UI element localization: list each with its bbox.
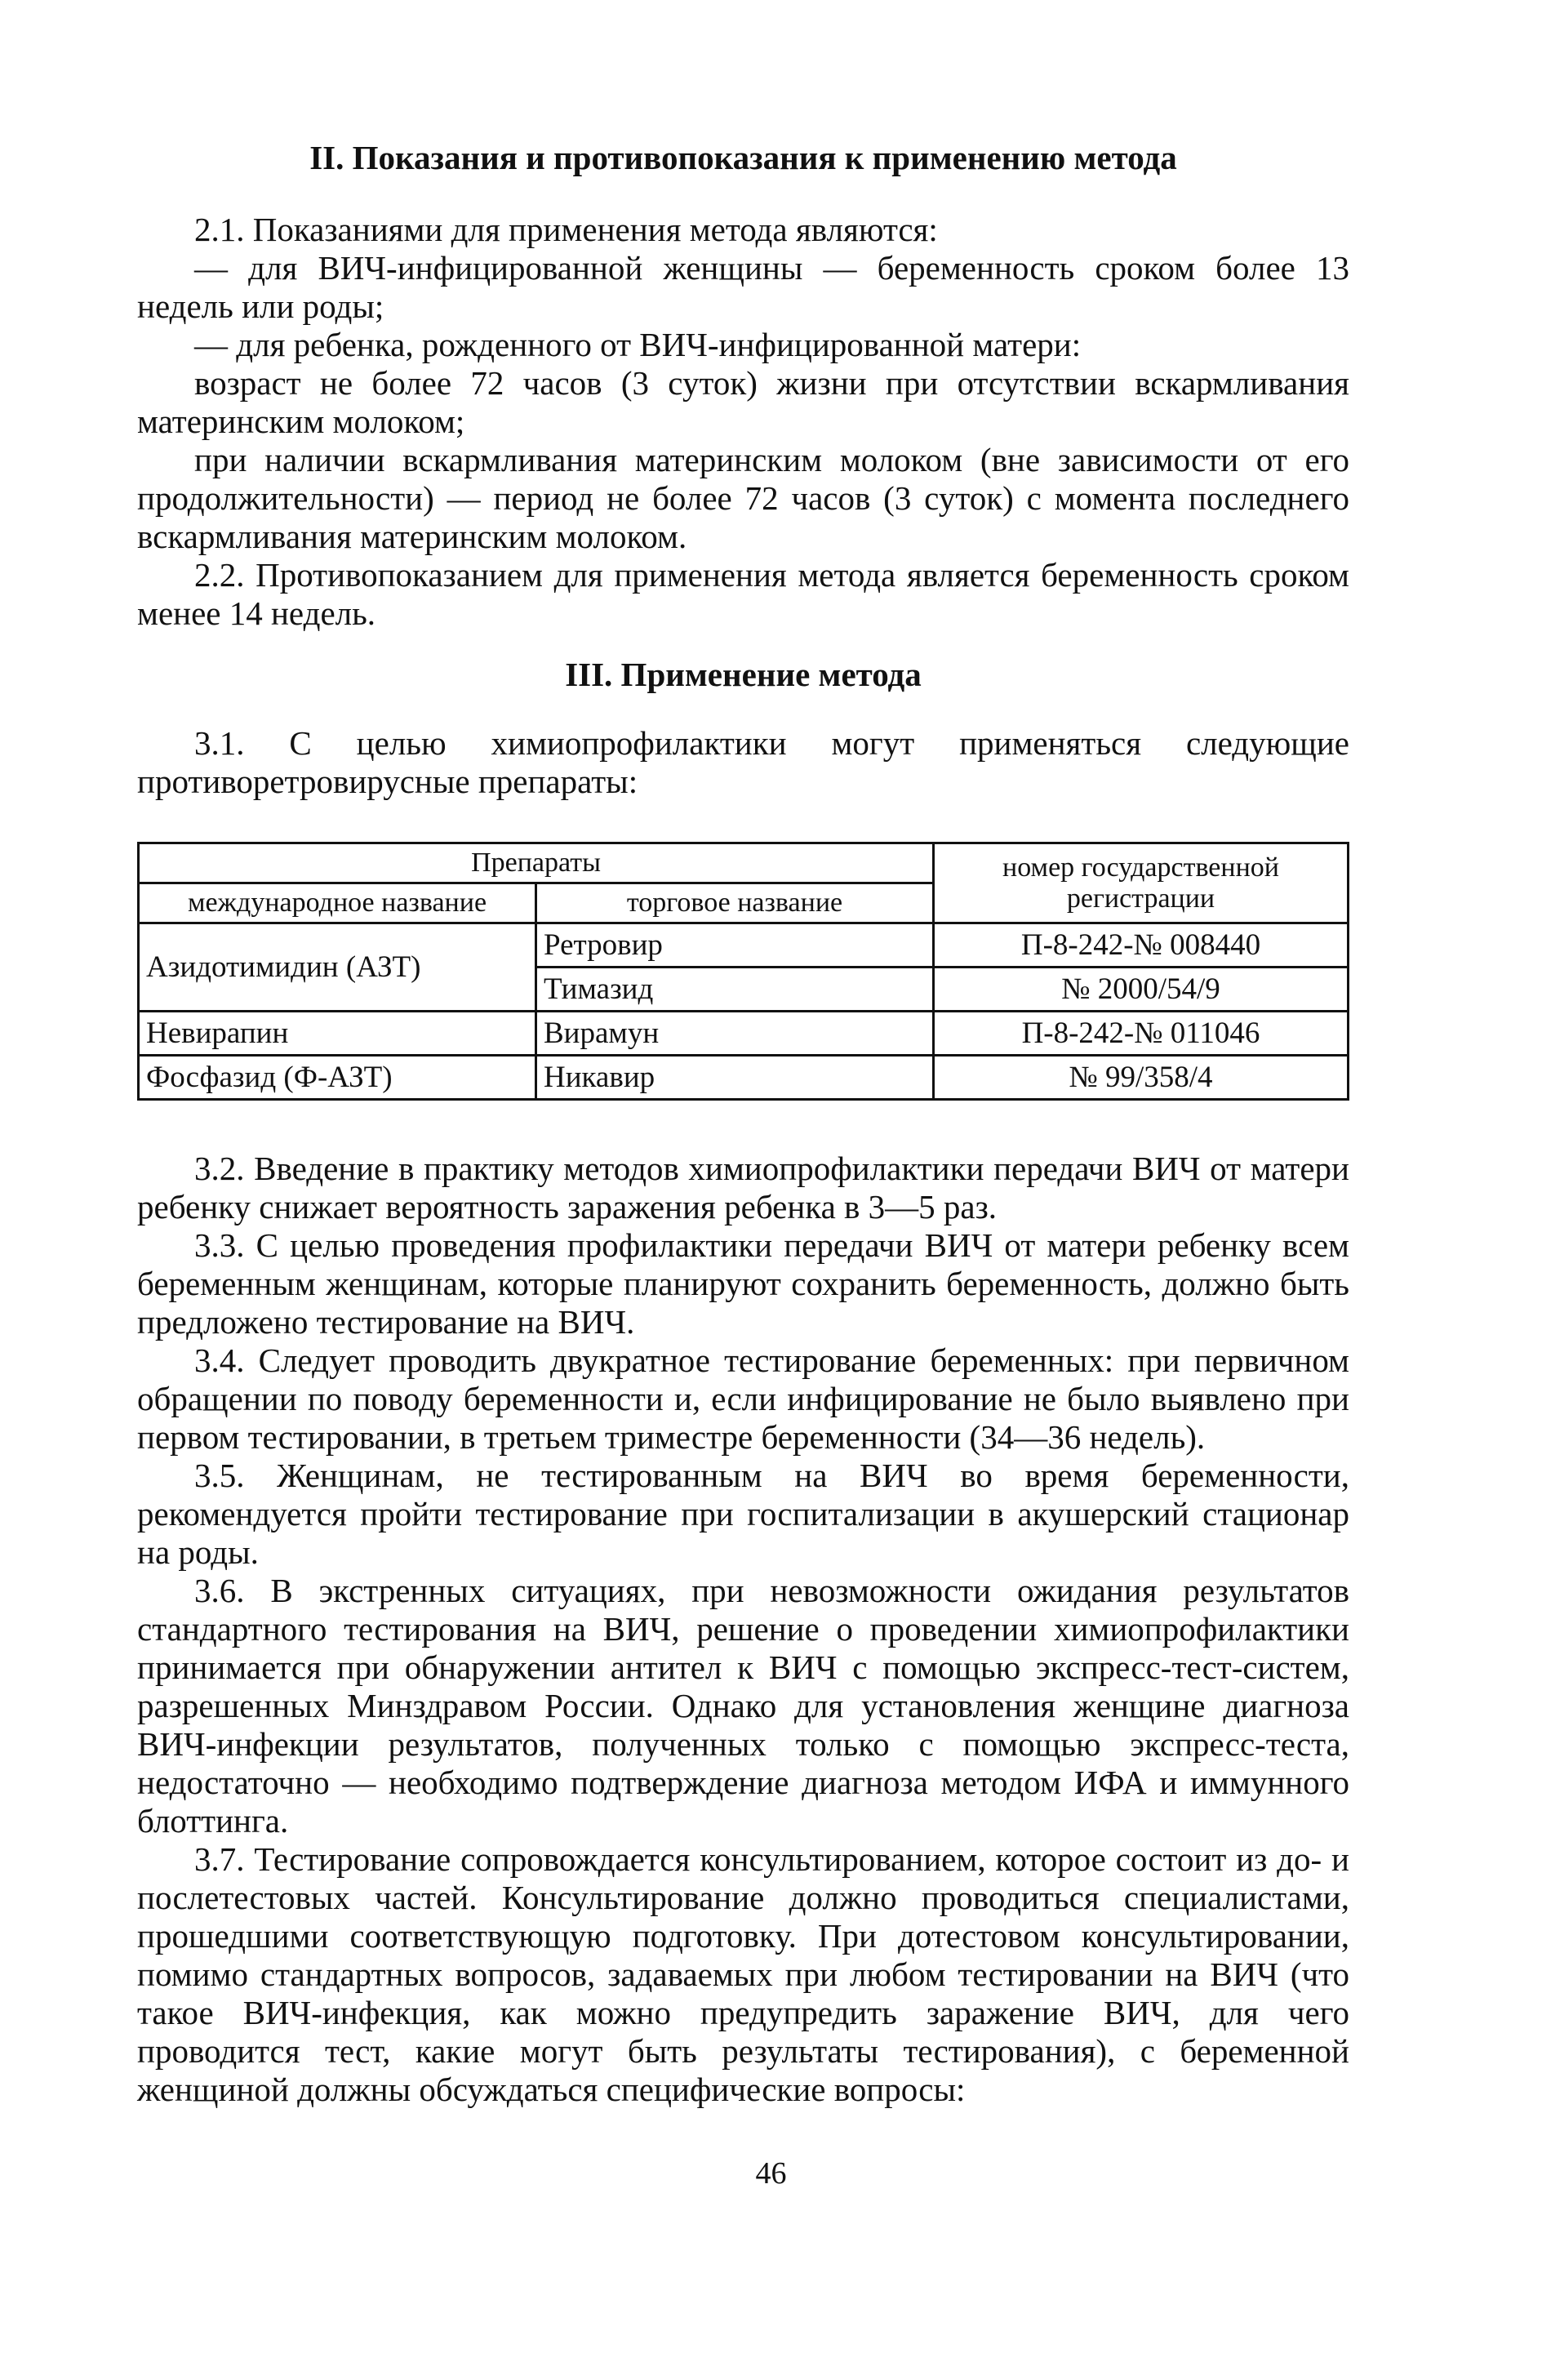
drugs-table	[137, 842, 1349, 1101]
cell-reg-retrovir: П-8-242-№ 008440	[934, 923, 1349, 968]
cell-reg-viramune: П-8-242-№ 011046	[934, 1012, 1349, 1056]
section-3-title: III. Применение метода	[565, 656, 922, 693]
cell-trade-retrovir: Ретровир	[536, 923, 934, 968]
cell-trade-nikavir: Никавир	[536, 1056, 934, 1100]
header-international-name: международное название	[139, 883, 536, 923]
cell-reg-timazid: № 2000/54/9	[934, 968, 1349, 1012]
paragraph-2-1-child: — для ребенка, рожденного от ВИЧ-инфицированной матери:	[194, 326, 1082, 363]
table-row	[139, 1056, 1349, 1100]
header-registration: номер государственной регистрации	[934, 843, 1349, 923]
header-trade-name: торговое название	[536, 883, 934, 923]
cell-trade-viramune: Вирамун	[536, 1012, 934, 1056]
cell-intl-phosphazide: Фосфазид (Ф-АЗТ)	[139, 1056, 536, 1100]
paragraph-2-1-age: возраст не более 72 часов (3 суток) жизни при отсутствии вскармливания материнским молоком;	[137, 364, 1349, 440]
section-2-title: II. Показания и противопоказания к применению метода	[309, 139, 1177, 176]
cell-reg-nikavir: № 99/358/4	[934, 1056, 1349, 1100]
paragraph-3-4: 3.4. Следует проводить двукратное тестирование беременных: при первичном обращении по поводу беременности и, если инфицирование не было выявлено при первом тестировании, в третьем триместре беременности (34—36 недель).	[137, 1341, 1349, 1456]
table-row	[139, 1012, 1349, 1056]
paragraph-3-6: 3.6. В экстренных ситуациях, при невозможности ожидания результатов стандартного тестирования на ВИЧ, решение о проведении химиопрофилактики принимается при обнаружении антител к ВИЧ с помощью экспресс-тест-систем, разрешенных Минздравом России. Однако для установления женщине диагноза ВИЧ-инфекции результатов, полученных только с помощью экспресс-теста, недостаточно — необходимо подтверждение диагноза методом ИФА и иммунного блоттинга.	[137, 1572, 1349, 1839]
paragraph-3-5: 3.5. Женщинам, не тестированным на ВИЧ во время беременности, рекомендуется пройти тестирование при госпитализации в акушерский стационар на роды.	[137, 1457, 1349, 1571]
paragraph-3-1: 3.1. С целью химиопрофилактики могут применяться следующие противоретровирусные препараты:	[137, 724, 1349, 800]
cell-intl-nevirapine: Невирапин	[139, 1012, 536, 1056]
cell-trade-timazid: Тимазид	[536, 968, 934, 1012]
paragraph-2-1-woman: — для ВИЧ-инфицированной женщины — беременность сроком более 13 недель или роды;	[137, 249, 1349, 325]
table-row	[139, 923, 1349, 968]
document-page	[137, 137, 1349, 2109]
paragraph-3-3: 3.3. С целью проведения профилактики передачи ВИЧ от матери ребенку всем беременным женщинам, которые планируют сохранить беременность, должно быть предложено тестирование на ВИЧ.	[137, 1226, 1349, 1341]
paragraph-3-2: 3.2. Введение в практику методов химиопрофилактики передачи ВИЧ от матери ребенку снижает вероятность заражения ребенка в 3—5 раз.	[137, 1150, 1349, 1226]
page-number: 46	[755, 2156, 787, 2191]
table-header-row	[139, 843, 1349, 883]
paragraph-2-1: 2.1. Показаниями для применения метода являются:	[194, 211, 938, 248]
header-drugs: Препараты	[139, 843, 934, 883]
cell-intl-azidothymidine: Азидотимидин (АЗТ)	[139, 923, 536, 1012]
paragraph-2-2: 2.2. Противопоказанием для применения метода является беременность сроком менее 14 недель.	[137, 556, 1349, 632]
paragraph-3-7: 3.7. Тестирование сопровождается консультированием, которое состоит из до- и послетестовых частей. Консультирование должно проводиться специалистами, прошедшими соответствующую подготовку. При дотестовом консультировании, помимо стандартных вопросов, задаваемых при любом тестировании на ВИЧ (что такое ВИЧ-инфекция, как можно предупредить заражение ВИЧ, для чего проводится тест, какие могут быть результаты тестирования), с беременной женщиной должны обсуждаться специфические вопросы:	[137, 1840, 1349, 2108]
paragraph-2-1-breastfeeding: при наличии вскармливания материнским молоком (вне зависимости от его продолжительности) — период не более 72 часов (3 суток) с момента последнего вскармливания материнским молоком.	[137, 441, 1349, 555]
